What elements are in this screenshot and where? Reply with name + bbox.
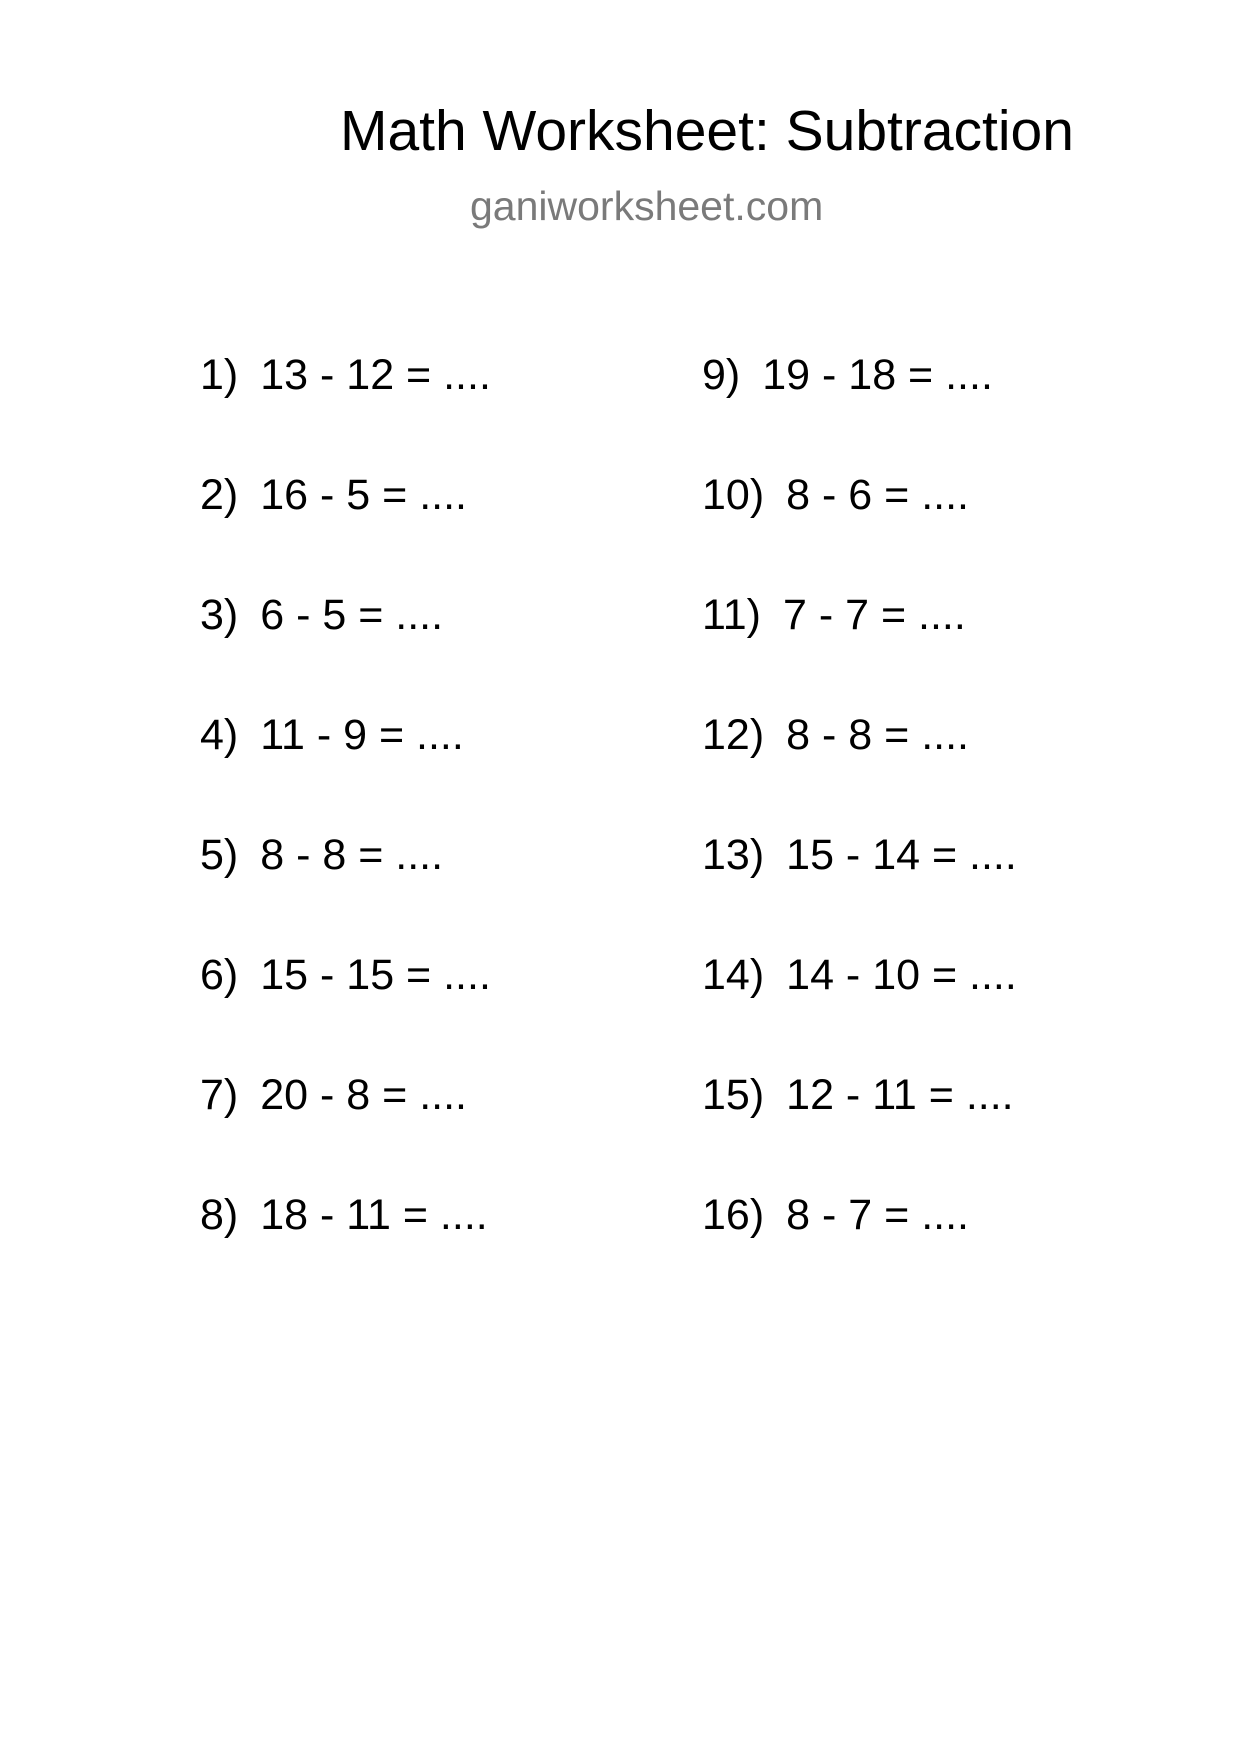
problem-item [200, 470, 491, 590]
problem-expression: 8 - 8 = .... [786, 711, 969, 759]
problem-number: 14) [702, 951, 765, 999]
problem-number: 10) [702, 471, 765, 519]
problem-number: 4) [200, 711, 239, 759]
problem-number: 7) [200, 1071, 239, 1119]
problem-expression: 16 - 5 = .... [260, 471, 467, 519]
problem-item [702, 1070, 1017, 1190]
page-title: Math Worksheet: Subtraction [340, 99, 1074, 163]
problem-item [200, 950, 491, 1070]
problem-number: 13) [702, 831, 765, 879]
problem-item [702, 710, 1017, 830]
problem-expression: 8 - 6 = .... [786, 471, 969, 519]
problem-item [702, 350, 1017, 470]
problem-number: 11) [702, 591, 761, 639]
problem-column-left [200, 350, 491, 1310]
problem-number: 3) [200, 591, 239, 639]
problem-item [200, 1070, 491, 1190]
problem-number: 5) [200, 831, 239, 879]
problem-item [702, 1190, 1017, 1310]
problem-expression: 12 - 11 = .... [786, 1071, 1014, 1119]
problem-item [702, 590, 1017, 710]
problem-expression: 7 - 7 = .... [782, 591, 966, 639]
problem-expression: 20 - 8 = .... [260, 1071, 467, 1119]
problem-item [702, 830, 1017, 950]
problem-item [200, 350, 491, 470]
problem-item [200, 1190, 491, 1310]
problem-expression: 15 - 14 = .... [786, 831, 1017, 879]
problem-item [702, 470, 1017, 590]
problem-number: 16) [702, 1191, 765, 1239]
problem-item [200, 710, 491, 830]
problem-number: 15) [702, 1071, 765, 1119]
problem-number: 9) [702, 351, 741, 399]
problem-expression: 11 - 9 = .... [260, 711, 464, 759]
problem-number: 2) [200, 471, 239, 519]
problem-expression: 8 - 7 = .... [786, 1191, 969, 1239]
problem-expression: 6 - 5 = .... [260, 591, 444, 639]
problem-expression: 15 - 15 = .... [260, 951, 491, 999]
problem-expression: 8 - 8 = .... [260, 831, 444, 879]
problem-expression: 14 - 10 = .... [786, 951, 1017, 999]
problem-item [200, 590, 491, 710]
problem-expression: 13 - 12 = .... [260, 351, 491, 399]
problem-number: 8) [200, 1191, 239, 1239]
problem-item [200, 830, 491, 950]
problem-item [702, 950, 1017, 1070]
problem-number: 1) [200, 351, 239, 399]
problem-column-right [702, 350, 1017, 1310]
problem-expression: 19 - 18 = .... [762, 351, 993, 399]
site-url: ganiworksheet.com [470, 183, 824, 229]
problem-number: 6) [200, 951, 239, 999]
problem-expression: 18 - 11 = .... [260, 1191, 488, 1239]
problem-number: 12) [702, 711, 765, 759]
